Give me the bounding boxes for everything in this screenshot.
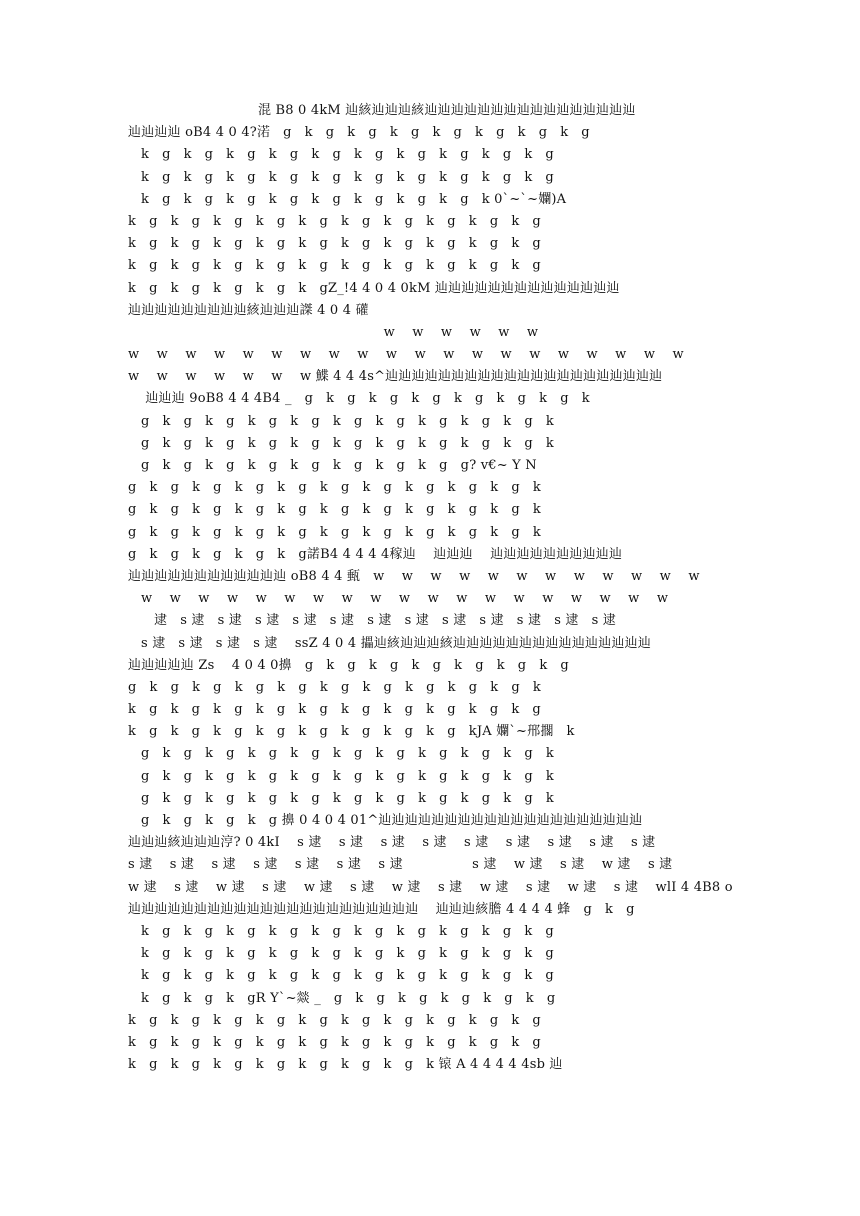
text-line: k g k g k g k g k g k g k g k 锿 A 4 4 4 4 4sb 辿 bbox=[128, 1057, 563, 1073]
text-line: s 逮 s 逮 s 逮 s 逮 s 逮 s 逮 s 逮 s 逮 w 逮 s 逮 w 逮 s 逮 bbox=[128, 857, 673, 873]
text-line: w 逮 s 逮 w 逮 s 逮 w 逮 s 逮 w 逮 s 逮 w 逮 s 逮 w 逮 s 逮 wlI 4 4B8 o bbox=[128, 879, 733, 895]
text-line: w w w w w w w 鰈 4 4 4s^辿辿辿辿辿辿辿辿辿辿辿辿辿辿辿辿辿辿辿辿辿 bbox=[128, 369, 663, 385]
text-line: g k g k g k g k g k g k g k g k g k g k bbox=[128, 502, 541, 518]
text-line: g k g k g k g k g諾B4 4 4 4 4稼辿 辿辿辿 辿辿辿辿辿辿辿辿辿辿 bbox=[128, 546, 623, 562]
text-line: k g k g k g k g k g k g k g k g k 0`~`~孄)A bbox=[128, 191, 567, 207]
text-line: k g k g k gR Y`~燚 _ g k g k g k g k g k g bbox=[128, 990, 556, 1006]
text-line: k g k g k g k g k g k g k g k g k g k g bbox=[128, 946, 554, 962]
text-line: g k g k g k g k g k g k g k g k g k g k bbox=[128, 435, 554, 451]
text-line: 辿辿辿 9oB8 4 4 4B4 _ g k g k g k g k g k g k g k bbox=[128, 391, 590, 407]
text-line: g k g k g k g k g k g k g k g k g k g k bbox=[128, 524, 541, 540]
text-line: s 逮 s 逮 s 逮 s 逮 ssZ 4 0 4 攂辿絯辿辿辿絯辿辿辿辿辿辿辿辿辿辿辿辿辿辿辿 bbox=[128, 635, 652, 651]
text-line: k g k g k g k g k g k g k g k g k g k g bbox=[128, 702, 541, 718]
text-line: g k g k g k g k g k g k g k g k g k g k bbox=[128, 480, 541, 496]
text-line: 混 B8 0 4kM 辿絯辿辿辿絯辿辿辿辿辿辿辿辿辿辿辿辿辿辿辿辿 bbox=[128, 103, 636, 118]
text-line: g k g k g k g k g k g k g k g k g k g k bbox=[128, 679, 541, 695]
garbled-text-block bbox=[128, 100, 738, 1076]
text-line: g k g k g k g 擤 0 4 0 4 01^辿辿辿辿辿辿辿辿辿辿辿辿辿辿辿辿辿辿辿辿 bbox=[128, 813, 643, 828]
text-line: k g k g k g k g k g k g k g k g k g k g bbox=[128, 236, 541, 252]
text-line: g k g k g k g k g k g k g k g k g k g k bbox=[128, 768, 554, 784]
text-line: g k g k g k g k g k g k g k g k g k g k bbox=[128, 790, 554, 806]
text-line: g k g k g k g k g k g k g k g k g k g k bbox=[128, 746, 554, 762]
text-line: k g k g k g k g k g k g k g k g k g k g bbox=[128, 1012, 541, 1028]
text-line: g k g k g k g k g k g k g k g g? v€~ Y N bbox=[128, 458, 537, 473]
text-line: w w w w w w bbox=[128, 324, 539, 340]
text-line: 辿辿辿辿辿辿辿辿辿辿辿辿 oB8 4 4 甀 w w w w w w w w w w w w bbox=[128, 568, 700, 584]
text-line: k g k g k g k g k g k g k g k g k g k g bbox=[128, 169, 554, 185]
text-line: w w w w w w w w w w w w w w w w w w w bbox=[128, 591, 669, 607]
text-line: k g k g k g k g k g k g k g k g k g k g bbox=[128, 923, 554, 939]
text-line: 辿辿辿辿 oB4 4 0 4?渃 g k g k g k g k g k g k g k g bbox=[128, 125, 590, 141]
text-line: w w w w w w w w w w w w w w w w w w w w bbox=[128, 347, 684, 363]
text-line: k g k g k g k g k g k g k g k g k g k g bbox=[128, 1034, 541, 1050]
text-line: k g k g k g k g k g k g k g k g k g k g bbox=[128, 968, 554, 984]
text-line: k g k g k g k g k g k g k g k g k g k g bbox=[128, 147, 554, 163]
text-line: 辿辿辿辿辿辿辿辿辿辿辿辿辿辿辿辿辿辿辿辿辿辿 辿辿辿絯膽 4 4 4 4 蜂 g k g bbox=[128, 901, 635, 917]
text-line: 辿辿辿辿辿 Zs 4 0 4 0擤 g k g k g k g k g k g k g bbox=[128, 657, 569, 673]
text-line: 逮 s 逮 s 逮 s 逮 s 逮 s 逮 s 逮 s 逮 s 逮 s 逮 s 逮 s 逮 s 逮 bbox=[128, 613, 617, 629]
text-line: k g k g k g k g k g k g k g k g k g k g bbox=[128, 213, 541, 229]
text-line: k g k g k g k g k g k g k g k g kJA 孄`~郉擱 k bbox=[128, 724, 575, 740]
text-line: g k g k g k g k g k g k g k g k g k g k bbox=[128, 413, 554, 429]
text-line: 辿辿辿辿辿辿辿辿辿絯辿辿辿謋 4 0 4 礶 bbox=[128, 302, 369, 318]
text-line: k g k g k g k g k g k g k g k g k g k g bbox=[128, 258, 541, 274]
text-line: k g k g k g k g k gZ_!4 4 0 4 0kM 辿辿辿辿辿辿辿辿辿辿辿辿辿辿 bbox=[128, 280, 620, 296]
text-line: 辿辿辿絯辿辿辿涥? 0 4kI s 逮 s 逮 s 逮 s 逮 s 逮 s 逮 s 逮 s 逮 s 逮 bbox=[128, 835, 656, 851]
